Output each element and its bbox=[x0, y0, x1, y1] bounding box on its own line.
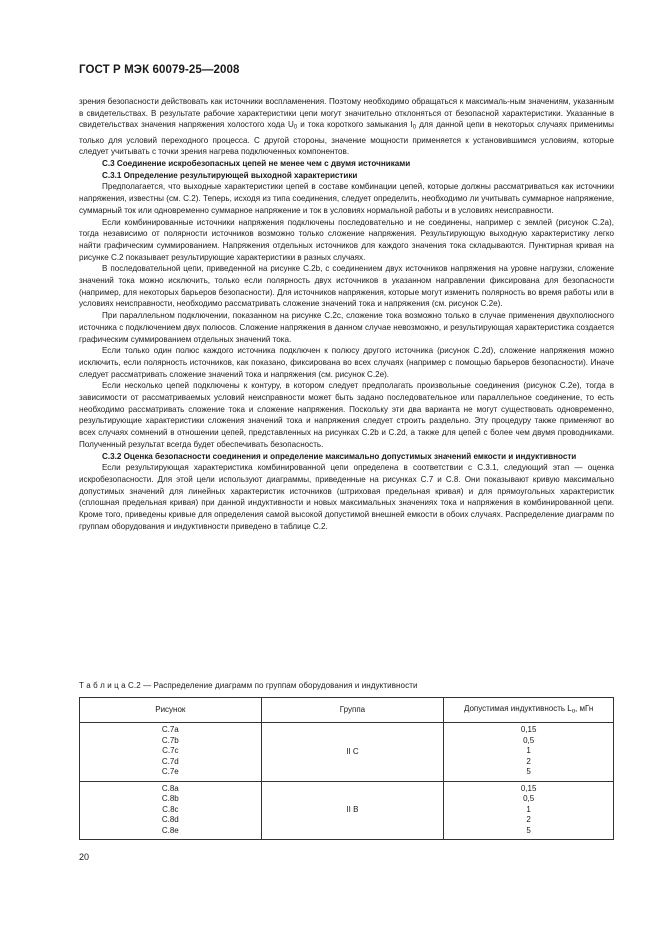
paragraph-3: Если комбинированные источники напряжения подключены последовательно и не соединены, например с землей (рисунок С.2а), тогда независимо от полярности источников возможно только сложение напряжения. Результирующую выходную характеристику легко найти графическим суммированием. Напряжения отдельных источников для каждого значения тока складываются. Пунктирная кривая на рисунке С.2 показывает результирующие характеристики в разных случаях. bbox=[79, 217, 614, 262]
figures-cell bbox=[80, 781, 262, 840]
paragraph-8: Если результирующая характеристика комбинированной цепи определена в соответствии с С.3.1, следующий этап — оценка искробезопасности. Для этой цели используют диаграммы, приведенные на рисунках С.7 и С.8. Они показывают кривую максимально допустимых значений для линейных характеристик источников (штриховая предельная кривая) и для прямоугольных характеристик (сплошная предельная кривая) при данной индуктивности и новых максимальных значениях тока и напряжения в комбинированной цепи. Кроме того, приведены кривые для определения самой высокой допустимой внешней емкости в обоих случаях. Распределение диаграмм по группам оборудования и индуктивности приведено в таблице С.2. bbox=[79, 463, 614, 531]
inductance-value: 0,5 bbox=[523, 794, 535, 803]
figures-cell bbox=[80, 723, 262, 782]
paragraph-6: Если только один полюс каждого источника подключен к полюсу другого источника (рисунок С.2d), сложение напряжения можно исключить, если полярность источников, как показано, фиксирована во всех случаях (например с помощью барьеров безопасности). Иначе следует рассматривать сложение значений тока и напряжения (см. рисунок С.2е). bbox=[79, 346, 614, 379]
inductance-value: 0,15 bbox=[520, 783, 537, 793]
subscript-i0: 0 bbox=[412, 124, 417, 131]
figure-label: С.8е bbox=[161, 825, 179, 835]
header-inductance-unit: , мГн bbox=[575, 703, 594, 713]
figure-label: С.8с bbox=[162, 804, 179, 814]
inductance-value: 5 bbox=[526, 825, 531, 835]
inductance-value: 2 bbox=[526, 815, 531, 824]
table-caption: Т а б л и ц а С.2 — Распределение диаграмм по группам оборудования и индуктивности bbox=[79, 681, 418, 690]
header-inductance bbox=[444, 698, 614, 723]
document-header: ГОСТ Р МЭК 60079-25—2008 bbox=[79, 64, 240, 76]
figure-label: С.8а bbox=[161, 783, 179, 793]
paragraph-2: Предполагается, что выходные характеристики цепей в составе комбинации цепей, которые должны рассматриваться как источники напряжения, известны (см. С.2). Теперь, исходя из типа соединения, следует определить, необходимо ли учитывать суммарное напряжение, суммарный ток или одновременно суммарное напряжение и ток в условиях нормальной работы и в условиях неисправности. bbox=[79, 182, 614, 215]
figure-label: С.7е bbox=[161, 767, 179, 776]
figure-label: С.7с bbox=[162, 746, 179, 755]
figure-label: С.7d bbox=[161, 756, 179, 766]
paragraph-5: При параллельном подключении, показанном на рисунке С.2с, сложение тока возможно только в случае применения двухполюсного источника с подключением двух полюсов. Сложение напряжения в данном случае невозможно, и результирующая характеристика создается графическим суммированием отдельных значений тока. bbox=[79, 311, 614, 344]
figure-label: С.8b bbox=[161, 794, 179, 803]
document-body bbox=[79, 96, 614, 533]
inductance-value: 2 bbox=[526, 756, 531, 766]
inductance-value: 1 bbox=[526, 804, 531, 814]
table-row bbox=[80, 781, 614, 840]
paragraph-1-text-c: для данной цепи в некоторых случаях применимы только для условий переходного процесса. С другой стороны, значение мощности применяется к установившимся условиям, которые следует учитывать с точки зрения нагрева подключенных компонентов. bbox=[79, 120, 614, 157]
inductance-value: 1 bbox=[526, 746, 531, 755]
values-cell bbox=[444, 723, 614, 782]
figure-label: С.7а bbox=[161, 725, 179, 734]
table-row bbox=[80, 723, 614, 782]
inductance-value: 0,5 bbox=[523, 735, 535, 745]
section-heading-c31: С.3.1 Определение результирующей выходной характеристики bbox=[102, 170, 358, 180]
subscript-u0: 0 bbox=[293, 124, 298, 131]
table-header-row bbox=[80, 698, 614, 723]
values-cell bbox=[444, 781, 614, 840]
distribution-table bbox=[79, 697, 614, 840]
header-group: Группа bbox=[261, 698, 444, 723]
paragraph-1-text-b: и тока короткого замыкания I bbox=[297, 120, 413, 130]
header-inductance-text: Допустимая индуктивность L bbox=[463, 703, 572, 713]
group-cell: II С bbox=[261, 723, 444, 782]
figure-label: С.8d bbox=[161, 815, 179, 824]
paragraph-4: В последовательной цепи, приведенной на рисунке С.2b, с соединением двух источников напряжения на уровне нагрузки, сложение значений тока можно исключить, только если полярность двух источников в указанном направлении фиксирована для безопасности (например, для некоторых барьеров безопасности). Для источников напряжения, которые могут изменить полярность во время работы или в условиях неисправности, необходимо рассматривать сложение значений тока и напряжения (см. рисунок С.2е). bbox=[79, 264, 614, 309]
inductance-value: 0,15 bbox=[520, 725, 537, 734]
inductance-value: 5 bbox=[526, 767, 531, 776]
section-heading-c32: С.3.2 Оценка безопасности соединения и определение максимально допустимых значений емкости и индуктивности bbox=[102, 451, 577, 461]
page-number: 20 bbox=[79, 852, 90, 862]
header-figure: Рисунок bbox=[80, 698, 262, 723]
paragraph-1 bbox=[79, 96, 614, 158]
paragraph-7: Если несколько цепей подключены к контуру, в котором следует предполагать произвольные соединения (рисунок С.2е), тогда в зависимости от рассматриваемых условий неисправности может быть задано последовательное или параллельное соединение, то есть необходимо рассматривать сложение тока и сложение напряжения. Поскольку эти два варианта не могут существовать одновременно, результирующие характеристики сложения значений тока и напряжения следует строить раздельно. Эту процедуру также применяют во всех случаях сомнений в отношении цепей, представленных на рисунках С.2b и С.2d, а также для цепей с более чем двумя проводниками. Полученный результат всегда будет обеспечивать безопасность. bbox=[79, 381, 614, 449]
header-inductance-subscript: o bbox=[571, 708, 576, 714]
group-cell: II В bbox=[261, 781, 444, 840]
paragraph-1-text-a: зрения безопасности действовать как источники воспламенения. Поэтому необходимо обращаться к максималь-ным значениям, указанным в свидетельствах. В результате рабочие характеристики цепи могут значительно отклоняться от безопасной характеристики. Указанные в свидетельствах значения напряжения холостого хода U bbox=[79, 97, 614, 130]
section-heading-c3: С.3 Соединение искробезопасных цепей не менее чем с двумя источниками bbox=[102, 159, 411, 169]
figure-label: С.7b bbox=[161, 735, 179, 745]
